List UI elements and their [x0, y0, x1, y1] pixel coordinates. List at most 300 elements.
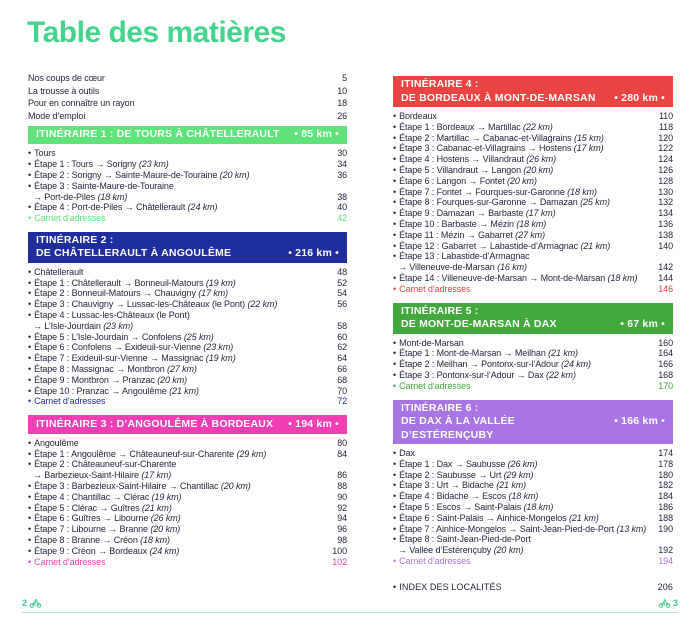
section-distance: • 280 km •: [614, 91, 665, 104]
entry-label: Bordeaux: [399, 111, 437, 121]
entry-label: Étape 7 : Fontet → Fourques-sur-Garonne: [399, 186, 565, 197]
entry-text: [393, 338, 653, 349]
section-distance: • 166 km •: [614, 415, 665, 428]
toc-row: [393, 111, 673, 122]
entry-line: [393, 459, 653, 470]
toc-row: [393, 491, 673, 502]
intro-item: [28, 85, 347, 98]
bullet-glyph: •: [393, 458, 397, 469]
entry-line: [393, 513, 653, 524]
bullet-glyph: •: [28, 556, 32, 567]
section-distance: • 194 km •: [288, 417, 339, 430]
toc-row: [28, 524, 347, 535]
bullet-glyph: •: [28, 213, 32, 224]
toc-row: [28, 513, 347, 524]
page-number: 62: [337, 342, 347, 353]
bullet-glyph: •: [28, 342, 32, 353]
entry-text: [28, 449, 332, 460]
entry-line: [393, 273, 653, 284]
entry-line-wrap: [393, 262, 653, 273]
page-number: 84: [337, 448, 347, 459]
page-number: 140: [658, 240, 673, 251]
entry-label: Étape 11 : Mézin → Gabarret: [399, 229, 513, 240]
distance-label: (17 km): [573, 143, 604, 154]
entry-label: → Villeneuve-de-Marsan: [398, 262, 495, 273]
section-route-name: DE MONT-DE-MARSAN À DAX: [401, 318, 557, 331]
bullet-glyph: •: [393, 121, 397, 132]
section-entries: [28, 267, 347, 407]
distance-label: (20 km): [220, 480, 251, 491]
toc-row: [28, 375, 347, 386]
page-number: 144: [658, 272, 673, 283]
page-number: 136: [658, 218, 673, 229]
entry-text: [393, 122, 654, 133]
page-number: 186: [658, 502, 673, 513]
toc-row: [393, 370, 673, 381]
entry-text: [28, 288, 332, 299]
section-route-name: DE DAX À LA VALLÉE D’ESTÉRENÇUBY: [401, 415, 515, 441]
section-entries: [393, 338, 673, 392]
distance-label: (22 km): [523, 121, 553, 132]
bullet-glyph: •: [393, 197, 397, 208]
section-header-line1: ITINÉRAIRE 5 :: [401, 304, 479, 317]
page-number: 134: [658, 208, 673, 219]
toc-row: [393, 448, 673, 459]
entry-text: [28, 375, 332, 386]
toc-row: [28, 535, 347, 546]
entry-line: [393, 197, 653, 208]
bullet-glyph: •: [28, 513, 32, 524]
page-number: 30: [337, 148, 347, 159]
page-number: 110: [658, 111, 673, 121]
entry-line: [28, 170, 332, 181]
bullet-glyph: •: [393, 208, 397, 219]
bullet-glyph: •: [28, 148, 32, 159]
page-number: 34: [337, 159, 347, 170]
entry-line: [393, 448, 653, 459]
entry-text: [28, 524, 332, 535]
entry-text: [28, 148, 332, 159]
bicycle-icon: [29, 599, 42, 608]
bullet-glyph: •: [393, 369, 397, 380]
entry-text: [393, 143, 653, 154]
bullet-glyph: •: [28, 159, 32, 170]
distance-label: (26 km): [526, 154, 557, 165]
bullet-glyph: •: [393, 143, 397, 154]
bullet-glyph: •: [393, 581, 397, 592]
intro-list: [28, 72, 347, 123]
entry-line: [393, 284, 653, 295]
toc-row: [393, 219, 673, 230]
entry-line: [28, 364, 332, 375]
entry-text: [393, 230, 653, 241]
entry-line: [28, 546, 327, 557]
section-header: [28, 126, 347, 145]
entry-text: [28, 557, 327, 568]
page-number: 48: [337, 266, 347, 277]
entry-line: [28, 299, 332, 310]
entry-label: Étape 12 : Gabarret → Labastide-d’Armagnac: [399, 240, 578, 251]
toc-row: [28, 503, 347, 514]
intro-item: [28, 110, 347, 123]
itinerary-section: [393, 400, 673, 567]
entry-text: [393, 165, 653, 176]
entry-line: [28, 396, 332, 407]
footer-right: [658, 598, 678, 608]
index-label-wrap: [393, 582, 653, 593]
page-number: 94: [337, 513, 347, 524]
entry-line: [393, 338, 653, 349]
entry-text: [393, 459, 653, 470]
entry-label: Carnet d’adresses: [34, 556, 106, 567]
entry-text: [28, 459, 332, 481]
distance-label: (23 km): [103, 320, 134, 331]
entry-text: [393, 187, 653, 198]
bullet-glyph: •: [28, 385, 32, 396]
bullet-glyph: •: [393, 272, 397, 283]
page-number: 184: [658, 491, 673, 502]
toc-row: [393, 348, 673, 359]
toc-row: [393, 470, 673, 481]
entry-label: → Vallée d’Estérençuby: [398, 545, 492, 556]
toc-row: [28, 492, 347, 503]
page-number: 80: [337, 437, 347, 448]
entry-label: Étape 8 : Massignac → Montbron: [34, 364, 165, 375]
toc-row: [393, 381, 673, 392]
page-number: 38: [337, 191, 347, 202]
page-number: 118: [658, 121, 673, 132]
page-number: 52: [337, 277, 347, 288]
bullet-glyph: •: [393, 512, 397, 523]
entry-line: [393, 251, 653, 262]
section-header: [393, 303, 673, 334]
bullet-glyph: •: [28, 448, 32, 459]
page-number: 174: [658, 448, 673, 459]
entry-line: [393, 470, 653, 481]
toc-row: [28, 342, 347, 353]
entry-line: [393, 111, 654, 122]
page-number-left: 2: [22, 598, 28, 608]
toc-row: [28, 332, 347, 343]
entry-text: [28, 492, 332, 503]
page-number: 70: [337, 385, 347, 396]
entry-label: Étape 5 : Clérac → Guîtres: [34, 502, 140, 513]
entry-line: [393, 122, 654, 133]
entry-line: [28, 524, 332, 535]
toc-row: [28, 267, 347, 278]
page-number: 56: [337, 299, 347, 310]
bullet-glyph: •: [393, 132, 397, 143]
toc-row: [393, 143, 673, 154]
entry-text: [28, 396, 332, 407]
entry-line: [28, 288, 332, 299]
page-number: 192: [658, 545, 673, 556]
page-number: 142: [658, 262, 673, 273]
entry-text: [28, 170, 332, 181]
page-number: 10: [337, 85, 347, 96]
entry-text: [28, 386, 332, 397]
section-distance: • 85 km •: [294, 128, 339, 141]
entry-line-wrap: [393, 545, 653, 556]
section-header: [393, 76, 673, 107]
entry-line: [393, 524, 653, 535]
entry-line: [393, 534, 653, 545]
bullet-glyph: •: [393, 348, 397, 359]
entry-line: [28, 386, 332, 397]
entry-label: Carnet d’adresses: [34, 213, 106, 224]
toc-row: [393, 524, 673, 535]
page-number: 36: [337, 169, 347, 180]
page-number: 178: [658, 458, 673, 469]
bullet-glyph: •: [393, 111, 397, 121]
bullet-glyph: •: [393, 556, 397, 566]
distance-label: (18 km): [140, 534, 170, 545]
distance-label: (23 km): [203, 342, 234, 353]
section-header-line1: ITINÉRAIRE 6 :: [401, 401, 479, 414]
toc-row: [28, 159, 347, 170]
entry-text: [393, 197, 653, 208]
entry-label: Carnet d’adresses: [399, 283, 471, 294]
toc-row: [28, 481, 347, 492]
entry-text: [393, 359, 653, 370]
toc-row: [393, 502, 673, 513]
section-route-name: DE CHÂTELLERAULT À ANGOULÊME: [36, 247, 232, 260]
section-header: [28, 232, 347, 263]
section-distance: • 216 km •: [288, 247, 339, 260]
entry-text: [28, 364, 332, 375]
entry-text: [393, 513, 653, 524]
entry-line: [28, 375, 332, 386]
bullet-glyph: •: [393, 502, 397, 513]
entry-line: [393, 133, 653, 144]
page-number: 168: [658, 369, 673, 380]
page-number: 132: [658, 197, 673, 208]
entry-label: Étape 2 : Saubusse → Urt: [399, 469, 502, 480]
bullet-glyph: •: [393, 154, 397, 165]
entry-text: [393, 284, 653, 295]
section-header-line2: [36, 247, 339, 261]
entry-text: [393, 524, 653, 535]
entry-text: [393, 502, 653, 513]
page-number: 166: [658, 359, 673, 370]
page-number: 98: [337, 534, 347, 545]
distance-label: (17 km): [141, 470, 172, 481]
page-number: 122: [658, 143, 673, 154]
distance-label: (24 km): [561, 359, 591, 370]
toc-row: [393, 338, 673, 349]
entry-line: [28, 449, 332, 460]
entry-line: [393, 165, 653, 176]
entry-label: Étape 5 : Escos → Saint-Palais: [399, 502, 522, 513]
entry-line: [393, 381, 653, 392]
entry-line: [28, 159, 332, 170]
toc-row: [393, 251, 673, 273]
entry-text: [28, 278, 332, 289]
page-number: 124: [658, 154, 673, 165]
page-number: 54: [337, 288, 347, 299]
entry-line: [28, 278, 332, 289]
page-title: Table des matières: [27, 16, 286, 49]
entry-line: [28, 181, 332, 192]
toc-row: [28, 288, 347, 299]
bullet-glyph: •: [28, 480, 32, 491]
entry-text: [393, 133, 653, 144]
entry-line: [28, 353, 332, 364]
section-entries: [393, 448, 673, 567]
entry-text: [28, 535, 332, 546]
entry-label: → L’Isle-Jourdain: [33, 320, 101, 331]
distance-label: (29 km): [236, 448, 267, 459]
entry-text: [28, 267, 332, 278]
entry-label: → Port-de-Piles: [33, 191, 96, 202]
section-header-line2: [401, 92, 665, 106]
entry-line: [393, 359, 653, 370]
entry-label: Carnet d’adresses: [399, 380, 471, 391]
bullet-glyph: •: [28, 374, 32, 385]
entry-text: [28, 438, 332, 449]
toc-row: [28, 181, 347, 203]
page-number: 130: [658, 186, 673, 197]
entry-line: [28, 310, 332, 321]
page-number-right: 3: [672, 598, 678, 608]
entry-label: Carnet d’adresses: [399, 556, 471, 566]
distance-label: (27 km): [515, 229, 545, 240]
left-sections: [28, 126, 347, 568]
entry-label: Étape 7 : Ainhice-Mongelos → Saint-Jean-Pied-de-Port: [399, 523, 614, 534]
entry-label: Étape 9 : Montbron → Pranzac: [34, 374, 155, 385]
page-number: 100: [332, 545, 347, 556]
bullet-glyph: •: [28, 353, 32, 364]
section-header: [28, 415, 347, 434]
toc-row: [393, 197, 673, 208]
entry-label: Étape 5 : L’Isle-Jourdain → Confolens: [34, 331, 182, 342]
distance-label: (19 km): [205, 277, 236, 288]
distance-label: (18 km): [567, 186, 597, 197]
bullet-glyph: •: [393, 175, 397, 186]
page-number: 102: [332, 556, 347, 567]
entry-label: Étape 3 : Barbezieux-Saint-Hilaire → Chantillac: [34, 480, 219, 491]
page-number: 68: [337, 374, 347, 385]
page-number: 146: [658, 283, 673, 294]
entry-label: Étape 2 : Martillac → Cabanac-et-Villagrains: [399, 132, 572, 143]
bullet-glyph: •: [28, 288, 32, 299]
entry-line: [393, 219, 653, 230]
entry-label: Étape 13 : Labastide-d’Armagnac: [399, 251, 530, 262]
distance-label: (20 km): [157, 374, 188, 385]
entry-line: [28, 342, 332, 353]
entry-line: [28, 332, 332, 343]
bullet-glyph: •: [393, 480, 397, 491]
entry-label: Étape 1 : Châtellerault → Bonneuil-Matours: [34, 277, 204, 288]
entry-label: Étape 9 : Damazan → Barbaste: [399, 208, 524, 219]
entry-label: Dax: [399, 448, 415, 459]
page-number: 64: [337, 353, 347, 364]
distance-label: (18 km): [523, 502, 554, 513]
bullet-glyph: •: [28, 331, 32, 342]
bullet-glyph: •: [393, 229, 397, 240]
bicycle-icon: [658, 599, 671, 608]
bullet-glyph: •: [28, 299, 32, 310]
entry-label: Étape 6 : Langon → Fontet: [399, 175, 505, 186]
page-number: 126: [658, 164, 673, 175]
bullet-glyph: •: [393, 337, 397, 348]
bullet-glyph: •: [28, 545, 32, 556]
page-number: 60: [337, 331, 347, 342]
bullet-glyph: •: [28, 534, 32, 545]
bullet-glyph: •: [28, 169, 32, 180]
bullet-glyph: •: [393, 164, 397, 175]
entry-line: [393, 502, 653, 513]
section-route-name: DE BORDEAUX À MONT-DE-MARSAN: [401, 91, 596, 104]
section-header: [393, 400, 673, 445]
page-number: 66: [337, 364, 347, 375]
entry-label: Étape 14 : Villeneuve-de-Marsan → Mont-de-Marsan: [399, 272, 606, 283]
entry-text: [393, 251, 653, 273]
page-number: 182: [658, 480, 673, 491]
distance-label: (22 km): [546, 369, 576, 380]
bullet-glyph: •: [393, 523, 397, 534]
entry-line: [28, 481, 332, 492]
entry-label: Étape 1 : Bordeaux → Martillac: [399, 121, 521, 132]
bullet-glyph: •: [393, 534, 397, 545]
intro-label: Pour en connaître un rayon: [28, 98, 135, 109]
entry-line: [28, 148, 332, 159]
intro-label: La trousse à outils: [28, 85, 100, 96]
entry-label: Étape 1 : Angoulême → Châteauneuf-sur-Charente: [34, 448, 235, 459]
toc-row: [393, 122, 673, 133]
entry-line: [393, 230, 653, 241]
entry-text: [28, 332, 332, 343]
right-column: [393, 76, 673, 593]
page-number: 164: [658, 348, 673, 359]
toc-row: [393, 154, 673, 165]
entry-label: Mont-de-Marsan: [399, 337, 464, 348]
bullet-glyph: •: [28, 277, 32, 288]
section-header-line1: ITINÉRAIRE 4 :: [401, 78, 479, 90]
entry-line: [28, 267, 332, 278]
bullet-glyph: •: [393, 186, 397, 197]
entry-label: Étape 4 : Bidache → Escos: [399, 491, 507, 502]
toc-row: [28, 278, 347, 289]
toc-row: [393, 513, 673, 524]
entry-text: [393, 208, 653, 219]
distance-label: (21 km): [568, 512, 599, 523]
entry-text: [393, 241, 653, 252]
entry-text: [393, 154, 653, 165]
section-header-line2: [401, 318, 665, 332]
entry-line: [393, 348, 653, 359]
toc-row: [393, 208, 673, 219]
toc-row: [28, 299, 347, 310]
entry-label: Étape 1 : Dax → Saubusse: [399, 458, 506, 469]
entry-line: [393, 208, 653, 219]
entry-text: [28, 181, 332, 203]
entry-line: [28, 535, 332, 546]
page-number: 42: [337, 213, 347, 224]
entry-label: Étape 6 : Saint-Palais → Ainhice-Mongelos: [399, 512, 567, 523]
entry-text: [393, 448, 653, 459]
entry-label: Étape 1 : Mont-de-Marsan → Meilhan: [399, 348, 546, 359]
distance-label: (25 km): [580, 197, 610, 208]
distance-label: (21 km): [580, 240, 611, 251]
distance-label: (26 km): [507, 458, 538, 469]
entry-line: [28, 503, 332, 514]
bullet-glyph: •: [28, 364, 32, 375]
entry-label: Étape 3 : Chauvigny → Lussac-les-Châteaux (le Pont): [34, 299, 246, 310]
toc-row: [28, 449, 347, 460]
bullet-glyph: •: [28, 502, 32, 513]
bullet-glyph: •: [28, 491, 32, 502]
